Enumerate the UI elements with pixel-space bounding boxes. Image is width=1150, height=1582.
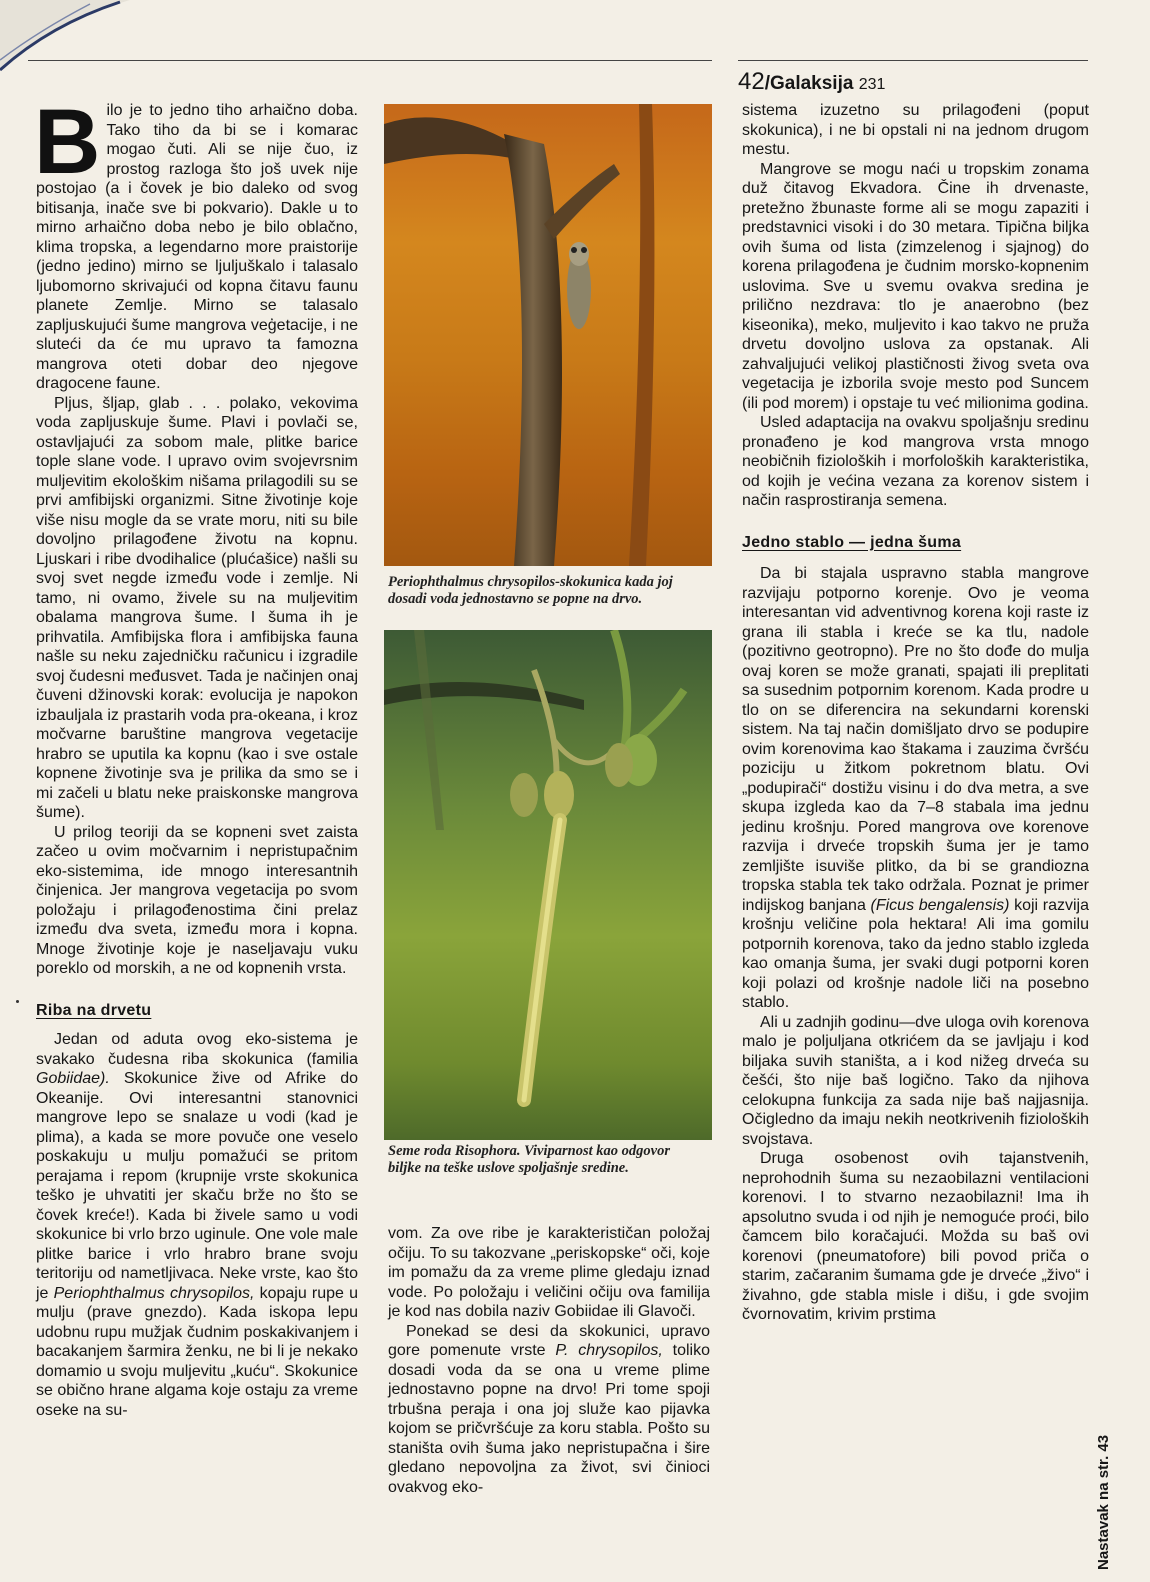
subheading-riba-na-drvetu: Riba na drvetu <box>36 1001 152 1019</box>
subheading-jedno-stablo: Jedno stablo — jedna šuma <box>742 533 962 551</box>
margin-mark <box>16 1000 19 1003</box>
photo-rhizophora-seed <box>384 630 712 1140</box>
paragraph: Druga osobenost ovih tajanstvenih, neprohodnih šuma su nezaobilazni ventilacioni korenovi. I to stvarno nezaobilazni! Ima ih apsolutno svuda i od njih je nemoguće proći, bilo čamcem bilo koračajući. Možda su baš ovi korenovi (pneumatofore) bili povod priča o starim, začaranim šumama gde je drveće „živo“ i živahno, gde stabla misle i dišu, i gde svojim čvornovatim, krivim prstima <box>742 1150 1089 1323</box>
photo1-caption: Periophthalmus chrysopilos-skokunica kada joj dosadi voda jednostavno se popne na drvo. <box>388 574 673 607</box>
page-corner-curl <box>0 0 130 90</box>
issue-number: 231 <box>858 76 886 93</box>
paragraph: Ali u zadnjih godinu—dve uloga ovih korenova malo je poljuljana otkrićem da se javljaju i kod biljaka suvih staništa, a i kod nižeg drveća su češći, što nije baš logično. Tako da njihova celokupna funkcija za sada nije baš najjasnija. Očigledno da imaju nekih neotkrivenih fizioloških svojstava. <box>742 1013 1089 1148</box>
continued-note-text: Nastavak na str. 43 <box>1095 1434 1112 1570</box>
page-number: 42 <box>738 68 765 95</box>
paragraph: Usled adaptacija na ovakvu spoljašnju sredinu pronađeno je kod mangrova vrsta mnogo neobičnih fizioloških i morfoloških karakteristika, od kojih je većina vezana za korenov sistem i način rasprostiranja semena. <box>742 414 1089 509</box>
paragraph: Pljus, šljap, glab . . . polako, vekovima voda zapljuskuje šume. Plavi i povlači se, ostavljajući za sobom male, plitke barice tople slane vode. I upravo ovim svojevrsnim muljevitim ekološkim nišama prilagodili su se prvi amfibijski organizmi. Sitne životinje koje više nisu mogle da se vrate moru, niti su bile dovoljno prilagođene životu na kopnu. Ljuskari i ribe dvodihalice (plućašice) našli su svoj svet negde između vode i zemlje. Ni tamo, ni ovamo, živele su na muljevitim obalama mangrova šume. I šuma ih je prihvatila. Amfibijska flora i amfibijska fauna našle su neku zajedničku računicu i izgradile svoj čudesni međusvet. Tada je načinjen onaj čuveni džinovski korak: evolucija je napokon izbauljala iz prastarih voda pra-okeana, i kroz močvarne bаruštine mangrova vegetacije hrabro se uputila ka kopnu (kao i sve ostale kopnene životinje sva je prilika da smo se i mi začeli u blatu neke praiskonske mangrova šume). <box>36 394 358 821</box>
column-right <box>742 101 1089 1325</box>
paragraph: Mangrove se mogu naći u tropskim zonama duž čitavog Ekvadora. Čine ih drvenaste, pretežno žbunaste forme ali se mogu zapaziti i predstavnici visoki i do 30 metara. Tipična biljka ovih šuma od lista (zimzelenog i sjajnog) do korena prilagođena je čudnim morsko-kopnenim uslovima. Sve u svemu ovakva sredina je prilično nezdrava: tlo je anaerobno (bez kiseonika), meko, muljevito i kao takvo ne pruža drvetu dovoljno uslova za opstanak. Ali zahvaljujući velikoj plastičnosti živog sveta ova vegetacija je izborila svoje mesto pod Suncem (ili pod morem) i opstaje tu već milionima godina. <box>742 160 1089 412</box>
page-header <box>738 68 885 96</box>
paragraph: Jedan od aduta ovog eko-sistema je svakako čudesna riba skokunica (familia Gobiidae). Skokunice žive od Afrike do Okeanije. Ovi interesantni stanovnici mangrove lepo se snalaze u vodi (kad je plima), a kada se more povuče one veselo poskakuju u mulju pomažući se pritom perajama i repom (krupnije vrste skokunica teško je uhvatiti jer skaču brže no što se čovek kreće!). Kada bi živele samo u vodi skokunice bi vrlo brzo uginule. One vole male plitke barice i vrlo hrabro brane svoju teritoriju od nametljivaca. Neke vrste, kao što je Periophthalmus chrysopilos, kopaju rupe u mulju (prave gnezdo). Kada iskopa lepu udobnu rupu mužjak čudnim poskakivanjem i bacakanjem šarmira ženku, ne bi li je nekako domamio u svoju muljevitu „kuću“. Skokunice se obično hrane algama koje ostaju za vreme oseke na su- <box>36 1031 358 1419</box>
paragraph: U prilog teoriji da se kopneni svet zaista začeo u ovim močvarnim i nepristupačnim eko-sistemima, ide mnogo interesantnih činjenica. Jer mangrova vegetacija po svom položaju i prilagođenostima čini prelaz između dva sveta, između mora i kopna. Mnoge životinje koje je naseljavaju vuku poreklo od morskih, a ne od kopnenih vrsta. <box>36 823 358 977</box>
column-middle <box>388 1224 710 1497</box>
paragraph: Da bi stajala uspravno stabla mangrove razvijaju potporno korenje. Ovo je veoma interesantan vid adventivnog korena koji raste iz grana ili stabla i kreće se ka tlu, nadole (pozitivno geotropno). Pre no što dođe do mulja ovaj koren se može granati, spajati ili preplitati sa susednim potpornim korenom. Kada prodre u tlo on se diferencira na sekundarni korenski sistem. Na taj način domišljato drvo se podupire ovim korenovima kao štakama i zauzima čvršću poziciju u žitkom pokretnom blatu. Ovi „podupirači“ dostižu visinu i do dva metra, a sve skupa izgleda kao da 7–8 stabala ima jednu jedinu krošnju. Pored mangrova ove korenove razvija i drveće tropskih šuma jer je tamo zemljište isuviše plitko, da bi se grandiozna tropska stabla tek tako održala. Poznat je primer indijskog banjana (Ficus bengalensis) koji razvija krošnju veličine pola hektara! Ali ima gomilu potpornih korenova, tako da jedno stablo izgleda kao omanja šuma, jer svaki dugi potporni koren koji polazi od krošnje nadole liči na posebno stablo. <box>742 565 1089 1011</box>
paragraph: vom. Za ove ribe je karakterističan položaj očiju. To su takozvane „periskopske“ oči, koje im pomažu da za vreme plime gledaju iznad vode. Po položaju i veličini očiju ova familija je kod nas dobila naziv Gobiidae ili Glavoči. <box>388 1225 710 1320</box>
photo2-caption: Seme roda Risophora. Viviparnost kao odgovor biljke na teške uslove spoljašnje sredine. <box>388 1143 670 1176</box>
magazine-name: /Galaksija <box>764 73 854 94</box>
continued-note <box>1095 1360 1115 1570</box>
paragraph: sistema izuzetno su prilagođeni (poput skokunica), i ne bi opstali ni na jednom drugom mestu. <box>742 102 1089 158</box>
mudskipper-illustration <box>384 104 712 566</box>
top-rule-right <box>738 60 1088 61</box>
top-rule-left <box>28 60 712 61</box>
paragraph: Ponekad se desi da skokunici, upravo gore pomenute vrste P. chrysopilos, toliko dosadi voda da se ona u vreme plime jednostavno popne na drvo! Pri tome spoji trbušna peraja i ona joj služe kao pijavka kojom se pričvršćuje za koru stabla. Pošto su staništa ovih šuma jako nepristupačna i šire gledano nepovoljna za život, svi činioci ovakvog eko- <box>388 1322 710 1496</box>
drop-cap: B <box>34 91 101 193</box>
intro-text: ilo je to jedno tiho arhaično doba. Tako tiho da bi se i komarac mogao čuti. Ali se nije čuo, iz prostog razloga što još uvek nije postojao (a i čovek je bio daleko od svog bitisanja, inače sve bi pokvario). Dakle u to mirno arhaično doba nebo je bilo oblačno, klima tropska, a legendarno more praistorije (jedno jedino) mirno se ljuljuškalo i talasalo ljubomorno skrivajući od kopna čitavu faunu planete Zemlje. Mirno se talasalo zapljuskujući šume mangrova veģetacije, i ne sluteći da će mu upravo ta famozna mangrova oteti dobar deo njegove dragocene faune. <box>36 102 358 392</box>
photo-mudskipper-on-tree <box>384 104 712 566</box>
intro-paragraph <box>34 91 358 394</box>
seedling-illustration <box>384 630 712 1140</box>
column-left <box>34 91 358 1420</box>
